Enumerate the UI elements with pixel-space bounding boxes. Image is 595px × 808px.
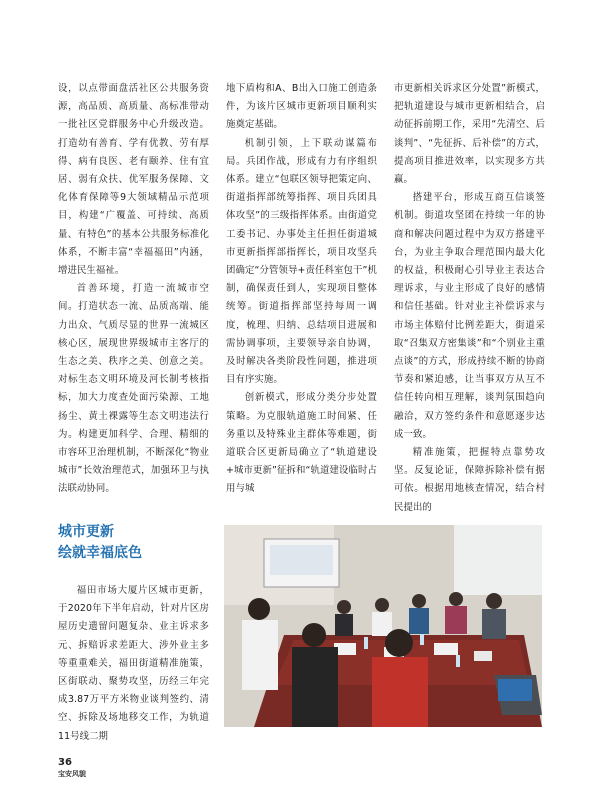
section-heading-line-2: 绘就幸福底色 — [58, 545, 142, 561]
magazine-logo: 宝安风貌 — [58, 769, 86, 778]
section-heading-line-1: 城市更新 — [58, 524, 114, 540]
paragraph: 市更新相关诉求区分处置”新模式，把轨道建设与城市更新相结合，启动征拆前期工作，采用“先清空、后谈判”、“先征拆、后补偿”的方式，提高项目推进效率，以实现多方共赢。 — [394, 83, 545, 186]
text-column-bottom — [58, 582, 209, 746]
text-column-1 — [58, 80, 209, 499]
paragraph: 首善环境，打造一流城市空间。打造状态一流、品质高端、能力出众、气质尽显的世界一流城区核心区，展现世界级城市主客厅的生态之美、秩序之美、创意之美。对标生态文明环境及河长制考核指标，加大力度查处面污染源、工地扬尘、黄土裸露等生态文明违法行为。构建更加科学、合理、精细的市容环卫治理机制，不断深化“物业城市”长效治理范式，加强环卫与执法联动协同。 — [58, 283, 209, 495]
paragraph: 地下盾构和A、B出入口施工创造条件，为该片区城市更新项目顺利实施奠定基础。 — [226, 83, 377, 131]
text-column-2 — [226, 80, 377, 499]
paragraph: 搭建平台，形成互商互信谈签机制。街道攻坚团在持续一年的协商和解决问题过程中为双方搭建平台，为业主争取合理范围内最大化的权益，积极耐心引导业主表达合理诉求，与业主形成了良好的感情和信任基础。针对业主补偿诉求与市场主体赔付比例差距大，街道采取“召集双方密集谈”和“个别业主重点谈”的方式，形成持续不断的协商节奏和紧迫感，让当事双方从互不信任转向相互理解，谈判氛围趋向融洽，双方签约条件和意愿逐步达成一致。 — [394, 192, 545, 440]
paragraph: 创新模式，形成分类分步处置策略。为克服轨道施工时间紧、任务重以及特殊业主群体等难题，街道联合区更新局确立了“轨道建设+城市更新”征拆和“轨道建设临时占用与城 — [226, 392, 377, 495]
paragraph: 设，以点带面盘活社区公共服务资源，高品质、高质量、高标准带动一批社区党群服务中心升级改造。打造幼有善育、学有优教、劳有厚得、病有良医、老有颐养、住有宜居、弱有众扶、优军服务保障、文化体育保障等9大领域精品示范项目，构建“广覆盖、可持续、高质量、有特色”的基本公共服务标准化体系，不断丰富“幸福福田”内涵，增进民生福祉。 — [58, 83, 209, 277]
meeting-photo-illustration — [224, 525, 542, 727]
text-column-3 — [394, 80, 545, 517]
page-number: 36 — [58, 757, 72, 768]
paragraph: 精准施策，把握特点靠势攻坚。反复论证，保障拆除补偿有据可依。根据用地核查情况，结合村民提出的 — [394, 447, 545, 513]
paragraph: 福田市场大厦片区城市更新，于2020年下半年启动，针对片区房屋历史遗留问题复杂、业主诉求多元、拆赔诉求差距大、涉外业主多等重重难关，福田街道精准施策，区街联动、聚势攻坚，历经三年完成3.87万平方米物业谈判签约、清空、拆除及场地移交工作，为轨道11号线二期 — [58, 585, 209, 742]
section-heading — [58, 522, 218, 564]
meeting-photo — [224, 525, 542, 727]
paragraph: 机制引领，上下联动谋篇布局。兵团作战，形成有力有序组织体系。建立“包联区领导把策定向、街道指挥部统筹指挥、项目兵团具体攻坚”的三级指挥体系。由街道党工委书记、办事处主任担任街道城市更新指挥部指挥长，项目攻坚兵团确定“分管领导+责任科室包干”机制，确保责任到人，实现项目整体统筹。街道指挥部坚持每周一调度，梳理、归纳、总结项目进展和需协调事项，主要领导亲自协调，及时解决各类阶段性问题，推进项目有序实施。 — [226, 137, 377, 386]
